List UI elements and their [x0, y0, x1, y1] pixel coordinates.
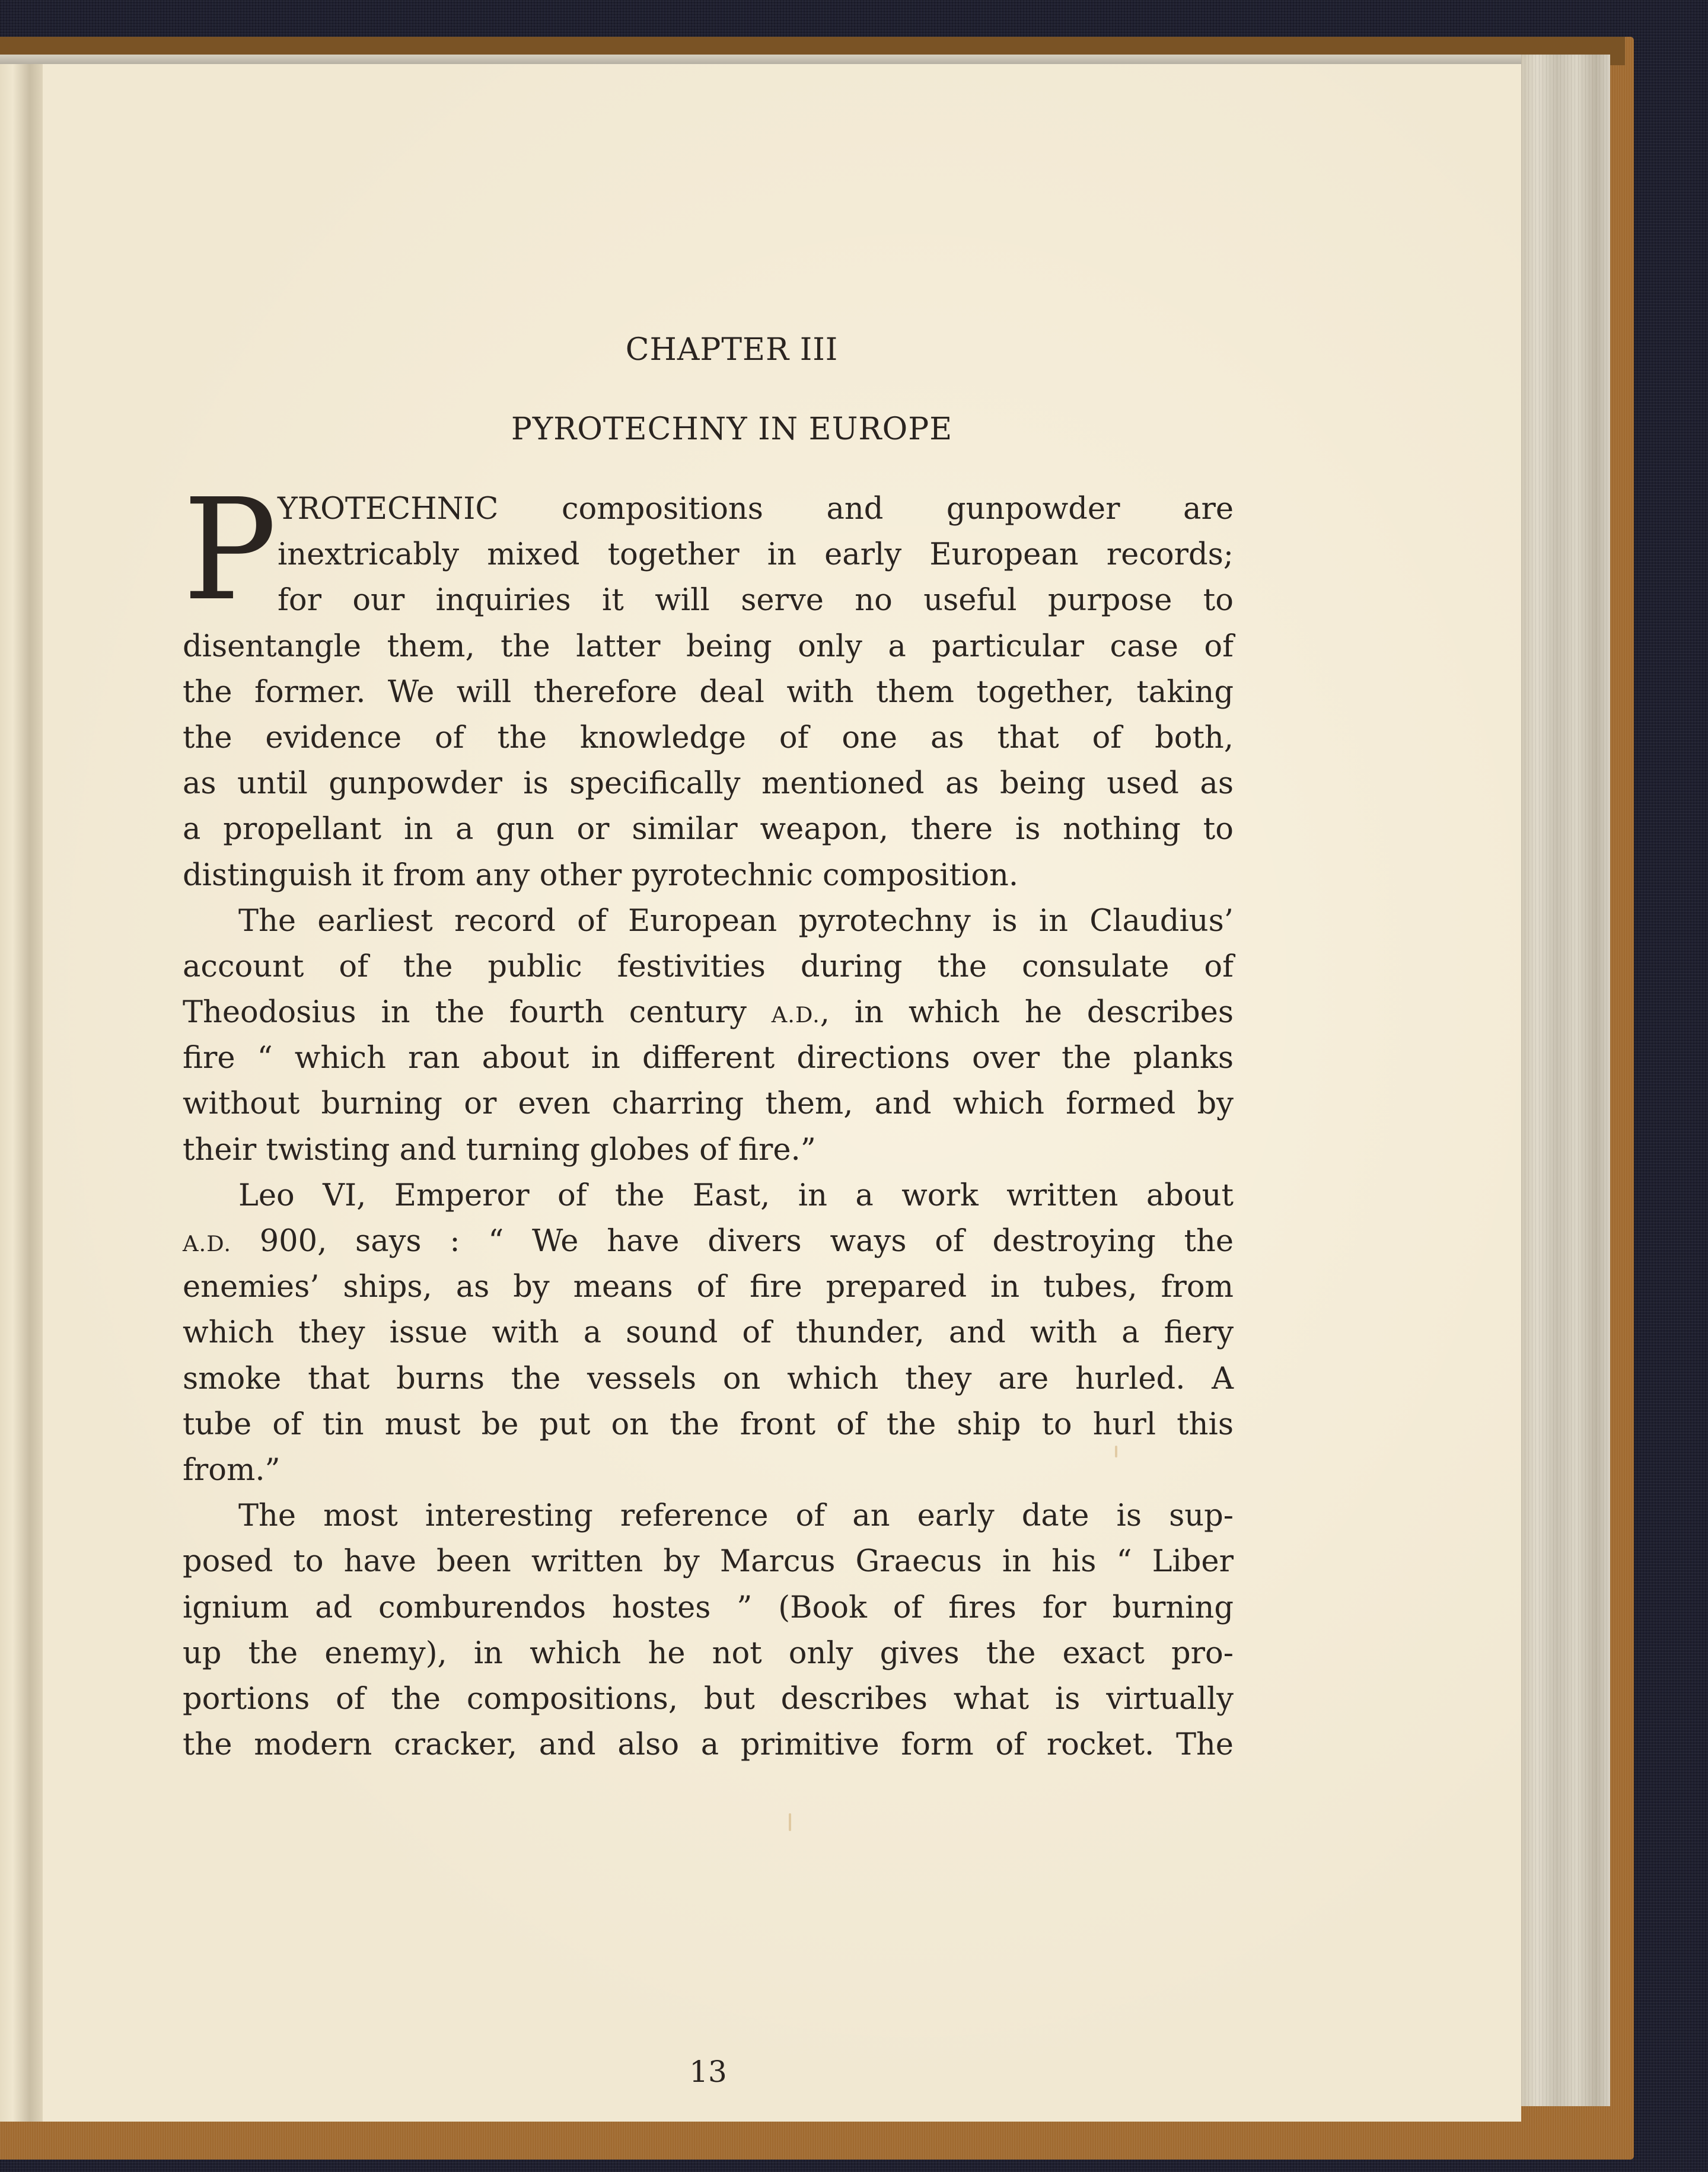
text-line: smoke that burns the vessels on which they are hurled. A — [183, 1361, 1234, 1396]
paragraph-1 — [183, 468, 1234, 898]
body-text — [183, 468, 1234, 1768]
page-text-block — [183, 332, 1234, 2089]
paragraph-4 — [183, 1493, 1234, 1768]
text-line — [183, 990, 1234, 1035]
text-line: account of the public festivities during the consulate of — [183, 949, 1234, 984]
text-line: tube of tin must be put on the front of the ship to hurl this — [183, 1406, 1234, 1442]
text-line: inextricably mixed together in early European records; — [278, 537, 1234, 573]
text-line: as until gunpowder is specifically mentioned as being used as — [183, 766, 1234, 802]
text-fragment: , in which he describes — [820, 995, 1234, 1031]
text-line: fire “ which ran about in different directions over the planks — [183, 1041, 1234, 1076]
text-line: up the enemy), in which he not only gives the exact pro- — [183, 1635, 1234, 1671]
text-line: portions of the compositions, but describes what is virtually — [183, 1681, 1234, 1717]
text-line: Leo VI, Emperor of the East, in a work written about — [238, 1178, 1234, 1213]
text-line: The most interesting reference of an early date is sup- — [238, 1498, 1234, 1534]
paragraph-3 — [183, 1173, 1234, 1493]
text-line: without burning or even charring them, and which formed by — [183, 1086, 1234, 1122]
text-line: from.” — [183, 1452, 281, 1488]
page-stack-fore-edge — [1521, 55, 1610, 2106]
text-line: which they issue with a sound of thunder, and with a fiery — [183, 1315, 1234, 1351]
paper-stain — [789, 1813, 791, 1831]
paragraph-2 — [183, 898, 1234, 1173]
text-line: for our inquiries it will serve no useful purpose to — [278, 583, 1234, 618]
text-line: a propellant in a gun or similar weapon, there is nothing to — [183, 812, 1234, 847]
page-number: 13 — [689, 2055, 727, 2089]
chapter-title: PYROTECHNY IN EUROPE — [511, 412, 953, 447]
text-line: disentangle them, the latter being only a particular case of — [183, 629, 1234, 664]
text-line: their twisting and turning globes of fire.” — [183, 1132, 816, 1168]
text-line: The earliest record of European pyrotechny is in Claudius’ — [238, 903, 1234, 939]
page-gutter — [0, 64, 43, 2122]
text-fragment: 900, says : “ We have divers ways of destroying the — [231, 1224, 1234, 1259]
text-line: posed to have been written by Marcus Graecus in his “ Liber — [183, 1544, 1234, 1580]
text-line: enemies’ ships, as by means of fire prepared in tubes, from — [183, 1270, 1234, 1305]
text-line: YROTECHNIC compositions and gunpowder are — [278, 492, 1234, 527]
text-line: the modern cracker, and also a primitive form of rocket. The — [183, 1727, 1234, 1763]
drop-cap: P — [183, 468, 277, 631]
text-line — [183, 1219, 1234, 1264]
text-fragment: Theodosius in the fourth century — [183, 995, 747, 1031]
text-line: the former. We will therefore deal with them together, taking — [183, 674, 1234, 710]
text-line: ignium ad comburendos hostes ” (Book of fires for burning — [183, 1590, 1234, 1625]
chapter-number: CHAPTER III — [625, 332, 839, 368]
text-line: the evidence of the knowledge of one as that of both, — [183, 720, 1234, 755]
text-line: distinguish it from any other pyrotechnic composition. — [183, 857, 1019, 893]
small-caps-ad: A.D. — [771, 1002, 820, 1028]
small-caps-ad: A.D. — [183, 1231, 231, 1256]
